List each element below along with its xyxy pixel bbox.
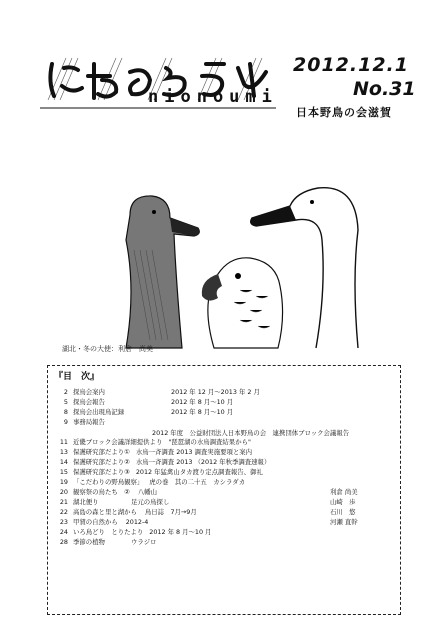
organization-name: 日本野鳥の会滋賀 (296, 106, 392, 119)
toc-row: 2 探鳥会案内 2012 年 12 月～2013 年 2 月 (63, 388, 260, 396)
illustration-caption: 湖北・冬の大使：利倉 尚美 (62, 345, 153, 353)
toc-row: 22 高島の森と里と湖から 鳥日誌 7月→9月 石川 悠 (59, 508, 356, 516)
newsletter-logo (38, 50, 278, 118)
masthead (38, 50, 438, 122)
toc-author: 石川 悠 (330, 508, 356, 516)
toc-author: 利倉 尚美 (330, 488, 358, 496)
toc-row: 28 季節の植物 ウラジロ (59, 538, 157, 546)
toc-row: 24 いろ鳥どり とりたより 2012 年 8 月～10 月 (59, 528, 212, 536)
toc-row: 9 事務局報告 (63, 418, 105, 426)
toc-row: 13 保護研究部だより① 水鳥一斉調査 2013 調査実施要項と案内 (59, 448, 253, 456)
toc-row: 14 保護研究部だより② 水鳥一斉調査 2013 （2012 年秋季調査速報） (59, 458, 271, 466)
toc-row: 19 「こだわりの野鳥観察」 虎の巻 其の二十五 カシラダカ (59, 478, 246, 486)
cover-illustration (90, 170, 390, 360)
eagle-drawing (202, 258, 283, 348)
toc-author: 河瀬 直幹 (330, 518, 358, 526)
issue-date: 2012.12.1 (293, 54, 409, 76)
issue-number: No.31 (353, 78, 416, 100)
swan-left-drawing (126, 196, 199, 348)
toc-row: 15 保護研究部だより③ 2012 年猛禽山タカ渡り定点調査報告、御礼 (59, 468, 263, 476)
toc-row: 5 探鳥会報告 2012 年 8 月～10 月 (63, 398, 234, 406)
table-of-contents (47, 365, 401, 615)
toc-row: 23 甲賀の自然から 2012-4 河瀬 直幹 (59, 518, 358, 526)
toc-section-heading: 2012 年度 公益財団法人日本野鳥の会 連携団体ブロック会議報告 (152, 429, 350, 437)
toc-author: 山崎 歩 (330, 498, 356, 506)
toc-row: 20 観察祭の鳥たち ② 八幡山 利倉 尚美 (59, 488, 358, 496)
romaji-title: nionoumi (148, 87, 278, 107)
toc-row: 8 探鳥会出現鳥記録 2012 年 8 月～10 月 (63, 408, 234, 416)
toc-title: 『目 次』 (54, 372, 100, 382)
toc-row: 11 近畿ブロック会議詳細提供より "琵琶湖の水鳥調査結果から" (59, 438, 251, 446)
toc-row: 21 湖北便り 足元の鳥探し 山崎 歩 (59, 498, 356, 506)
